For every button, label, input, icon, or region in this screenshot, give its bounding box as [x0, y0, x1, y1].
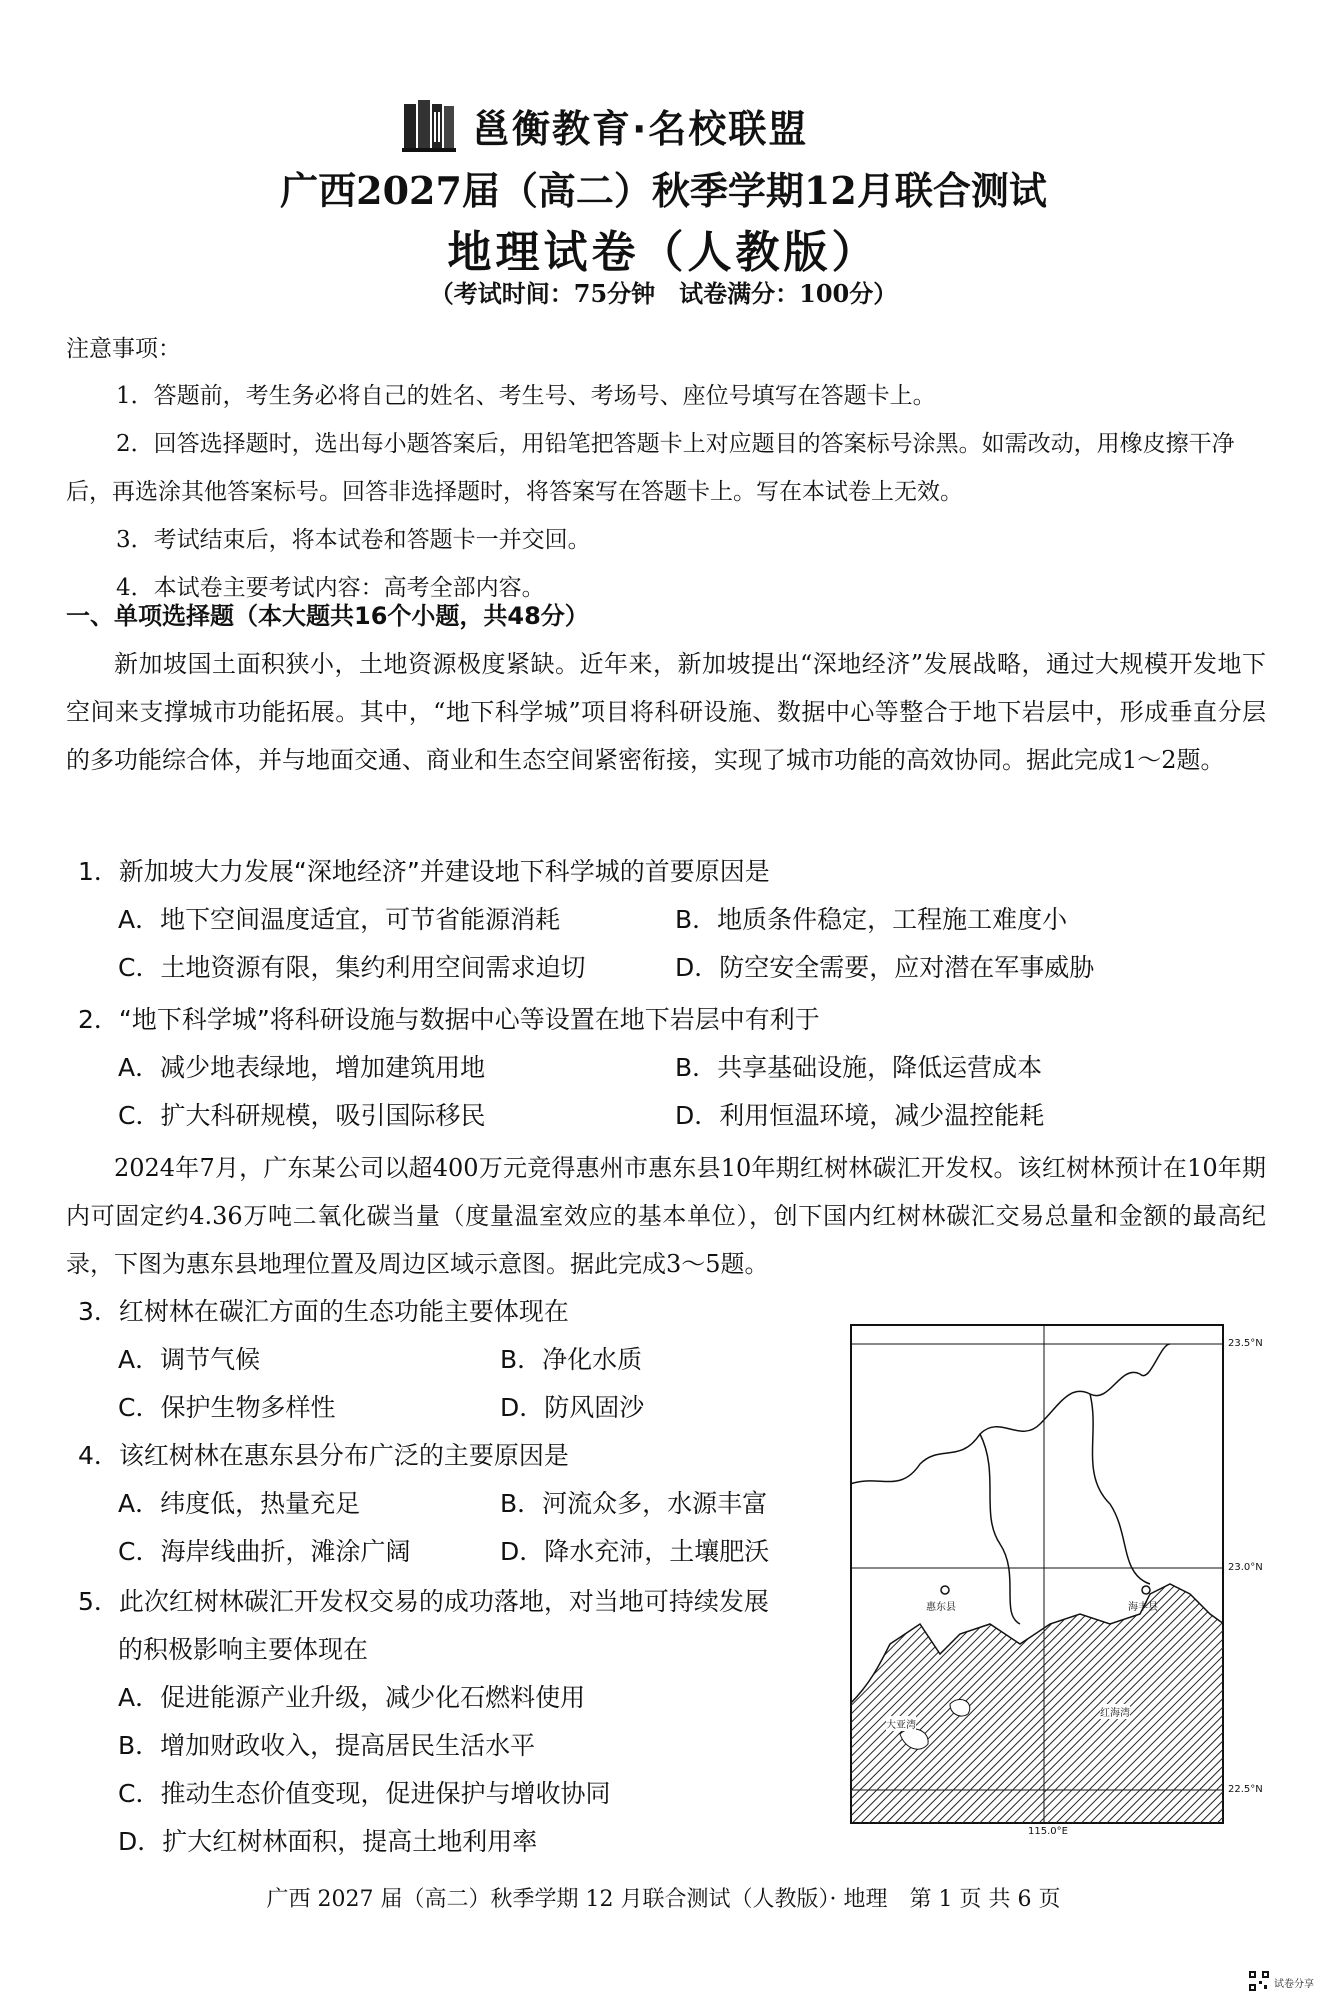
notice-item: 4．本试卷主要考试内容：高考全部内容。 [116, 575, 545, 601]
lon-label: 115.0°E [1028, 1826, 1068, 1837]
header-brand [400, 94, 808, 156]
question-3-stem: 3．红树林在碳汇方面的生态功能主要体现在 [78, 1297, 569, 1326]
subject-title: 地理试卷（人教版） [447, 227, 880, 278]
county-seat-marker [941, 1586, 949, 1594]
passage-1: 新加坡国土面积狭小，土地资源极度紧缺。近年来，新加坡提出“深地经济”发展战略，通过大规模开发地下空间来支撑城市功能拓展。其中，“地下科学城”项目将科研设施、数据中心等整合于地下岩层中，形成垂直分层的多功能综合体，并与地面交通、商业和生态空间紧密衔接，实现了城市功能的高效协同。据此完成1～2题。 [66, 650, 1266, 774]
q3-option-a: A．调节气候 [118, 1345, 261, 1374]
label-haifeng: 海丰县 [1128, 1602, 1158, 1613]
q2-option-d: D．利用恒温环境，减少温控能耗 [675, 1101, 1045, 1130]
notice-item: 1．答题前，考生务必将自己的姓名、考生号、考场号、座位号填写在答题卡上。 [116, 383, 936, 409]
map-svg [850, 1324, 1224, 1824]
notice-item: 3．考试结束后，将本试卷和答题卡一并交回。 [116, 527, 591, 553]
q4-option-d: D．降水充沛，土壤肥沃 [500, 1537, 770, 1566]
q1-option-c: C．土地资源有限，集约利用空间需求迫切 [118, 953, 586, 982]
huidong-map [850, 1324, 1263, 1837]
lat-label-mid: 23.0°N [1228, 1562, 1263, 1573]
brand-name: 邕衡教育·名校联盟 [472, 106, 809, 151]
q5-option-d: D．扩大红树林面积，提高土地利用率 [118, 1827, 538, 1856]
q2-option-a: A．减少地表绿地，增加建筑用地 [118, 1053, 486, 1082]
question-4-stem: 4．该红树林在惠东县分布广泛的主要原因是 [78, 1441, 569, 1470]
question-5-stem-cont: 的积极影响主要体现在 [118, 1635, 369, 1664]
qr-code-icon [1248, 1970, 1270, 1992]
q5-option-b: B．增加财政收入，提高居民生活水平 [118, 1731, 536, 1760]
q4-option-a: A．纬度低，热量充足 [118, 1489, 361, 1518]
label-daya-bay: 大亚湾 [886, 1716, 916, 1731]
q3-option-c: C．保护生物多样性 [118, 1393, 336, 1422]
q5-option-a: A．促进能源产业升级，减少化石燃料使用 [118, 1683, 586, 1712]
section-heading: 一、单项选择题（本大题共16个小题，共48分） [66, 602, 589, 630]
book-logo-icon [400, 96, 458, 154]
county-seat-marker [1142, 1586, 1150, 1594]
page-footer: 广西 2027 届（高二）秋季学期 12 月联合测试（人教版）· 地理 第 1 页 共 6 页 [266, 1887, 1061, 1912]
q3-option-d: D．防风固沙 [500, 1393, 645, 1422]
exam-meta: （考试时间：75分钟 试卷满分：100分） [429, 279, 898, 308]
lat-label-top: 23.5°N [1228, 1338, 1263, 1349]
q5-option-c: C．推动生态价值变现，促进保护与增收协同 [118, 1779, 611, 1808]
question-1-stem: 1．新加坡大力发展“深地经济”并建设地下科学城的首要原因是 [78, 857, 770, 886]
lat-label-bottom: 22.5°N [1228, 1784, 1263, 1795]
label-honghai-bay: 红海湾 [1100, 1704, 1130, 1719]
q4-option-b: B．河流众多，水源丰富 [500, 1489, 768, 1518]
passage-2: 2024年7月，广东某公司以超400万元竞得惠州市惠东县10年期红树林碳汇开发权。该红树林预计在10年期内可固定约4.36万吨二氧化碳当量（度量温室效应的基本单位），创下国内红树林碳汇交易总量和金额的最高纪录，下图为惠东县地理位置及周边区域示意图。据此完成3～5题。 [66, 1154, 1266, 1278]
question-5-stem: 5．此次红树林碳汇开发权交易的成功落地，对当地可持续发展 [78, 1587, 769, 1616]
q2-option-c: C．扩大科研规模，吸引国际移民 [118, 1101, 486, 1130]
notice-list [66, 372, 1266, 612]
q2-option-b: B．共享基础设施，降低运营成本 [675, 1053, 1043, 1082]
q1-option-a: A．地下空间温度适宜，可节省能源消耗 [118, 905, 561, 934]
q4-option-c: C．海岸线曲折，滩涂广阔 [118, 1537, 411, 1566]
notice-item: 2．回答选择题时，选出每小题答案后，用铅笔把答题卡上对应题目的答案标号涂黑。如需改动，用橡皮擦干净后，再选涂其他答案标号。回答非选择题时，将答案写在答题卡上。写在本试卷上无效。 [66, 431, 1235, 505]
label-huidong: 惠东县 [926, 1602, 956, 1613]
q1-option-b: B．地质条件稳定，工程施工难度小 [675, 905, 1068, 934]
notice-heading: 注意事项： [66, 336, 181, 362]
exam-title: 广西2027届（高二）秋季学期12月联合测试 [280, 168, 1047, 213]
q1-option-d: D．防空安全需要，应对潜在军事威胁 [675, 953, 1095, 982]
q3-option-b: B．净化水质 [500, 1345, 643, 1374]
watermark-label: 试卷分享 [1274, 1979, 1314, 1990]
question-2-stem: 2．“地下科学城”将科研设施与数据中心等设置在地下岩层中有利于 [78, 1005, 820, 1034]
